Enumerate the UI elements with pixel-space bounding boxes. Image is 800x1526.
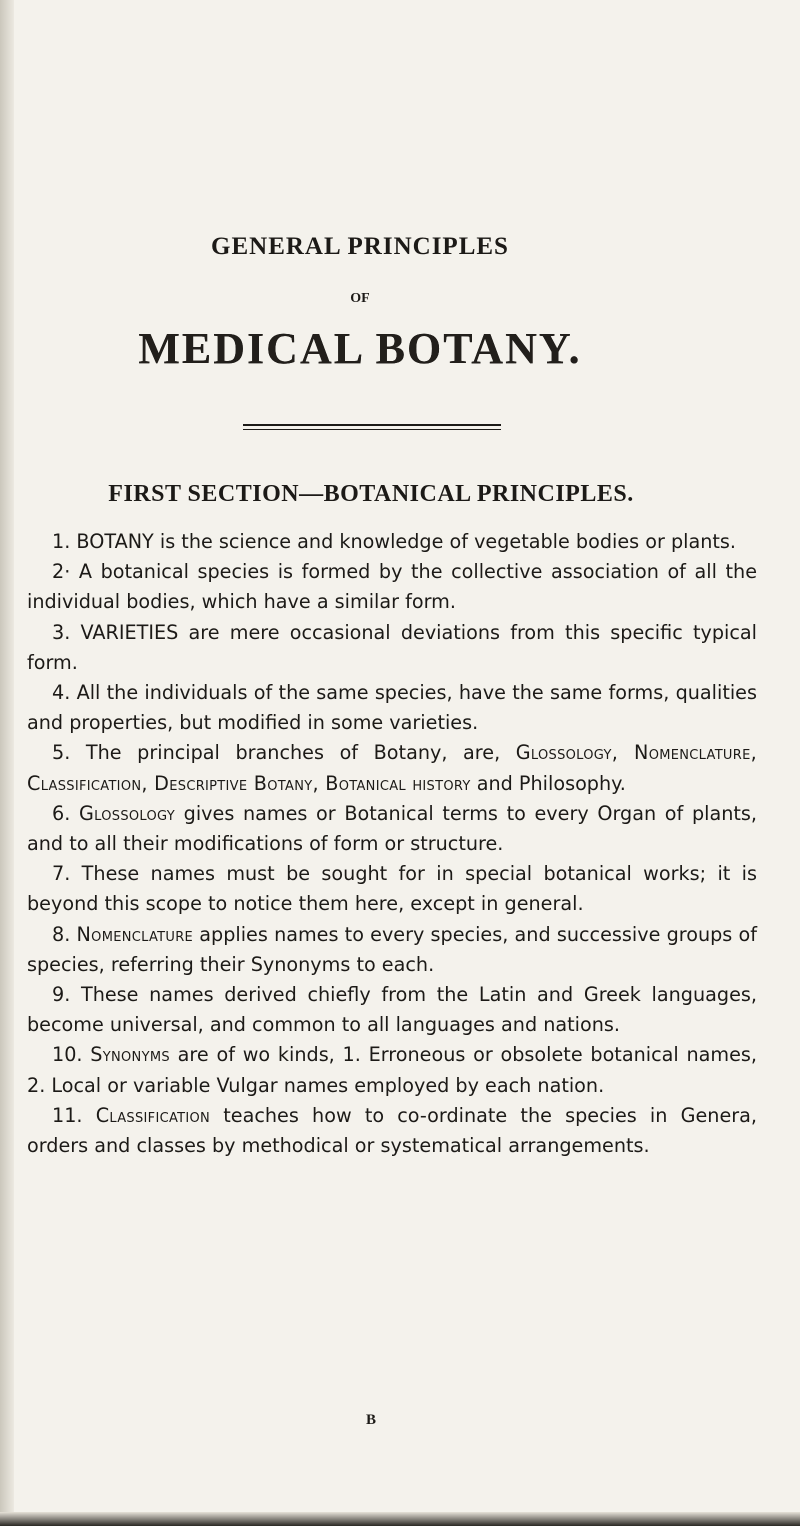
paragraph-text: These names must be sought for in special botanical works; it is beyond this scope to notice them here, except in general.	[27, 862, 757, 916]
paragraph-text: The principal branches of Botany, are,	[70, 741, 516, 765]
paragraph-tail: and Philosophy.	[470, 771, 626, 795]
paragraph-number: 11.	[52, 1103, 83, 1127]
paragraph-6	[27, 799, 757, 859]
page-binding-edge	[0, 0, 14, 1526]
paragraph-text: teaches how to co-ordinate the species in Genera, orders and classes by methodical or systematical arrangements.	[27, 1103, 757, 1158]
paragraph-number: 4.	[52, 681, 71, 705]
paragraph-text: These names derived chiefly from the Latin and Greek languages, become universal, and common to all languages and nations.	[27, 983, 757, 1037]
paragraph-9	[27, 980, 757, 1040]
paragraph-number: 10.	[52, 1043, 83, 1067]
paragraph-number: 8.	[52, 922, 71, 946]
paragraph-number: 2·	[52, 560, 71, 584]
paragraph-text: are of wo kinds, 1. Erroneous or obsolete botanical names, 2. Local or variable Vulgar names employed by each nation.	[27, 1043, 757, 1097]
paragraph-3	[27, 618, 757, 678]
paragraph-number: 7.	[52, 862, 71, 886]
paragraph-text: A botanical species is formed by the collective association of all the individual bodies, which have a similar form.	[27, 560, 757, 614]
paragraph-text: BOTANY is the science and knowledge of vegetable bodies or plants.	[70, 530, 737, 553]
paragraph-number: 5.	[52, 741, 71, 765]
main-title: MEDICAL BOTANY.	[138, 324, 582, 373]
paragraph-8	[27, 920, 757, 980]
paragraph-term: Glossology	[78, 801, 175, 825]
paragraph-term: Classification	[95, 1103, 211, 1127]
title-rule-thick	[243, 424, 501, 426]
paragraph-term: Synonyms	[90, 1043, 170, 1067]
paragraph-text: applies names to every species, and successive groups of species, referring their Synonyms to each.	[27, 922, 757, 976]
page-bottom-edge	[0, 1512, 800, 1526]
paragraph-5	[27, 738, 757, 798]
running-title: GENERAL PRINCIPLES	[211, 233, 509, 260]
paragraph-text: VARIETIES are mere occasional deviations from this specific typical form.	[27, 620, 757, 674]
paragraph-1	[27, 527, 757, 557]
paragraph-11	[27, 1101, 757, 1161]
paragraph-7	[27, 859, 757, 919]
paragraph-term: Nomenclature	[76, 922, 194, 946]
paragraph-number: 1.	[52, 530, 71, 553]
paragraph-number: 3.	[52, 620, 71, 644]
paragraph-text: All the individuals of the same species, have the same forms, qualities and properties, but modified in some varieties.	[27, 681, 757, 735]
title-rule-thin	[243, 429, 501, 430]
section-heading: FIRST SECTION—BOTANICAL PRINCIPLES.	[108, 481, 634, 507]
paragraph-10	[27, 1040, 757, 1100]
paragraph-text: gives names or Botanical terms to every Organ of plants, and to all their modifications of form or structure.	[27, 801, 757, 856]
paragraph-term: Glossology, Nomenclature, Classification, Descriptive Botany, Botanical history	[27, 741, 757, 795]
paragraph-number: 9.	[52, 983, 71, 1007]
body-text	[27, 527, 757, 1161]
paragraph-number: 6.	[52, 801, 71, 825]
title-connector: OF	[350, 291, 370, 306]
paragraph-4	[27, 678, 757, 738]
paragraph-2	[27, 557, 757, 617]
signature-mark: B	[365, 1412, 376, 1428]
